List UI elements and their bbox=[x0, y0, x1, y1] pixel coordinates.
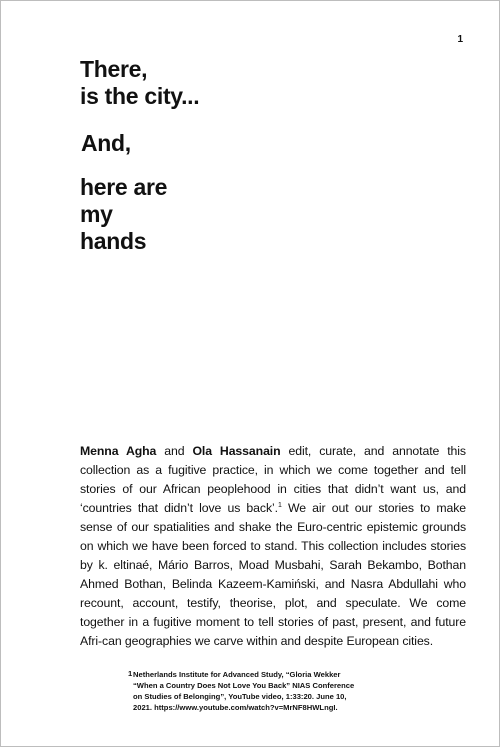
title-line-3: And, bbox=[81, 130, 131, 156]
author-name-2: Ola Hassanain bbox=[192, 444, 281, 459]
title-line-6: hands bbox=[80, 228, 147, 254]
title-line-1: There, bbox=[80, 56, 148, 82]
footnote-line-4[interactable]: 2021. https://www.youtube.com/watch?v=MrNF8HWLngI. bbox=[133, 703, 338, 712]
author-connector: and bbox=[156, 444, 193, 459]
body-text-part-2: We air out our stories to make sense of our spatialities and shake the Euro-centric epistemic grounds on which we have been forced to stand. This collection includes stories by k. eltinaé, Mário Barros, Moad Musbahi, Sarah Bekambo, Bothan Ahmed Bothan, Belinda Kazeem-Kamiński, and Nasra Abdullahi who recount, account, testify, theorise, plot, and speculate. We come together in a fugitive moment to tell stories of past, present, and future Afri-can geographies we carve within and despite European cities. bbox=[80, 501, 466, 649]
title-line-5: my bbox=[80, 201, 113, 227]
footnote-line-3: on Studies of Belonging”, YouTube video, 1:33:20. June 10, bbox=[133, 692, 347, 701]
body-text-part-1: edit, curate, and annotate this collection as a fugitive practice, in which we come together and tell stories of our African peoplehood in cities that didn’t want us, and ‘countries that didn’t love us back’. bbox=[80, 444, 466, 516]
footnote-line-2: “When a Country Does Not Love You Back” NIAS Conference bbox=[133, 681, 355, 690]
title-spacer bbox=[80, 110, 420, 130]
footnote bbox=[133, 669, 453, 713]
footnote-number: 1 bbox=[128, 669, 133, 678]
footnote-reference[interactable]: 1 bbox=[277, 502, 282, 510]
footnote-line-1: Netherlands Institute for Advanced Study, “Gloria Wekker bbox=[133, 670, 341, 679]
title-line-4: here are bbox=[80, 174, 168, 200]
author-name-1: Menna Agha bbox=[80, 444, 157, 459]
body-paragraph bbox=[80, 442, 466, 651]
page-title bbox=[80, 56, 420, 255]
title-spacer bbox=[80, 157, 420, 174]
page-number: 1 bbox=[457, 34, 463, 45]
title-line-2: is the city... bbox=[80, 83, 200, 109]
